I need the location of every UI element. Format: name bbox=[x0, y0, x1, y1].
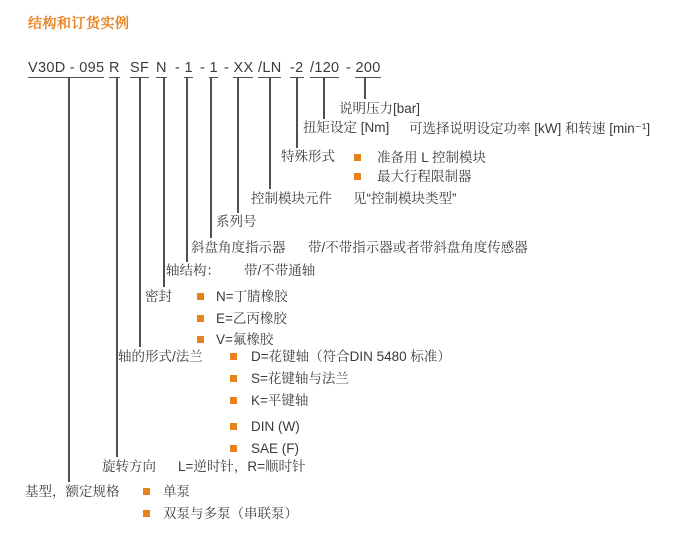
code-segment-shaft-form: SF bbox=[130, 60, 150, 76]
code-segment-series: - XX bbox=[224, 60, 254, 76]
code-segment-control-module: /LN bbox=[258, 60, 282, 76]
connector-line-rotation bbox=[116, 78, 118, 457]
option-item-shaft-form-0: D=花键轴（符合DIN 5480 标准） bbox=[251, 349, 451, 364]
field-label-series: 系列号 bbox=[216, 214, 257, 229]
option-item-special-1: 最大行程限制器 bbox=[377, 169, 472, 184]
option-item-shaft-form-2: K=平键轴 bbox=[251, 393, 309, 408]
field-label-rotation: 旋转方向 bbox=[102, 459, 156, 474]
bullet-icon bbox=[197, 336, 204, 343]
code-segment-torque: /120 bbox=[310, 60, 340, 76]
connector-line-pressure bbox=[364, 78, 366, 99]
code-segment-special-form: -2 bbox=[290, 60, 304, 76]
field-label-pressure: 说明压力[bar] bbox=[339, 101, 421, 116]
bullet-icon bbox=[354, 154, 361, 161]
connector-line-shaft-form bbox=[139, 78, 141, 347]
page-title: 结构和订货实例 bbox=[28, 15, 130, 31]
connector-line-torque bbox=[323, 78, 325, 119]
field-label-base-type: 基型，额定规格 bbox=[25, 484, 120, 499]
field-note-shaft-structure: 带/不带通轴 bbox=[244, 263, 316, 278]
option-item-seal-2: V=氟橡胶 bbox=[216, 332, 274, 347]
field-label-shaft-structure: 轴结构： bbox=[166, 263, 220, 278]
option-item-seal-0: N=丁腈橡胶 bbox=[216, 289, 288, 304]
connector-line-series bbox=[237, 78, 239, 213]
field-label-special-form: 特殊形式 bbox=[281, 149, 335, 164]
option-item-base-type-1: 双泵与多泵（串联泵） bbox=[163, 506, 298, 521]
field-note-torque: 可选择说明设定功率 [kW] 和转速 [min⁻¹] bbox=[409, 121, 651, 136]
bullet-icon bbox=[197, 293, 204, 300]
field-label-control-module: 控制模块元件 bbox=[251, 191, 332, 206]
bullet-icon bbox=[230, 445, 237, 452]
option-item-shaft-form-3: DIN (W) bbox=[251, 419, 300, 434]
bullet-icon bbox=[230, 353, 237, 360]
bullet-icon bbox=[230, 423, 237, 430]
option-item-shaft-form-4: SAE (F) bbox=[251, 441, 300, 456]
connector-line-base bbox=[68, 78, 70, 482]
code-segment-pressure: - 200 bbox=[346, 60, 381, 76]
field-note-swash-indicator: 带/不带指示器或者带斜盘角度传感器 bbox=[308, 240, 528, 255]
connector-line-control-module bbox=[269, 78, 271, 189]
code-segment-base: V30D - 095 bbox=[28, 60, 105, 76]
bullet-icon bbox=[230, 375, 237, 382]
field-label-shaft-form: 轴的形式/法兰 bbox=[118, 349, 203, 364]
bullet-icon bbox=[197, 315, 204, 322]
option-item-base-type-0: 单泵 bbox=[163, 484, 190, 499]
code-segment-swash-indicator: - 1 bbox=[200, 60, 218, 76]
bullet-icon bbox=[354, 173, 361, 180]
option-item-seal-1: E=乙丙橡胶 bbox=[216, 311, 287, 326]
field-label-seal: 密封 bbox=[145, 289, 172, 304]
connector-line-seal bbox=[163, 78, 165, 287]
connector-line-swash-indicator bbox=[210, 78, 212, 238]
connector-line-shaft-structure bbox=[186, 78, 188, 262]
field-note-rotation: L=逆时针，R=顺时针 bbox=[178, 459, 306, 474]
connector-line-special-form bbox=[296, 78, 298, 148]
field-note-control-module: 见“控制模块类型” bbox=[353, 191, 457, 206]
code-segment-rotation: R bbox=[109, 60, 120, 76]
bullet-icon bbox=[143, 488, 150, 495]
option-item-shaft-form-1: S=花键轴与法兰 bbox=[251, 371, 349, 386]
field-label-torque: 扭矩设定 [Nm] bbox=[303, 120, 390, 135]
bullet-icon bbox=[230, 397, 237, 404]
bullet-icon bbox=[143, 510, 150, 517]
option-item-special-0: 准备用 L 控制模块 bbox=[377, 150, 487, 165]
code-segment-shaft-structure: - 1 bbox=[175, 60, 193, 76]
code-segment-seal: N bbox=[156, 60, 167, 76]
field-label-swash-indicator: 斜盘角度指示器 bbox=[191, 240, 286, 255]
